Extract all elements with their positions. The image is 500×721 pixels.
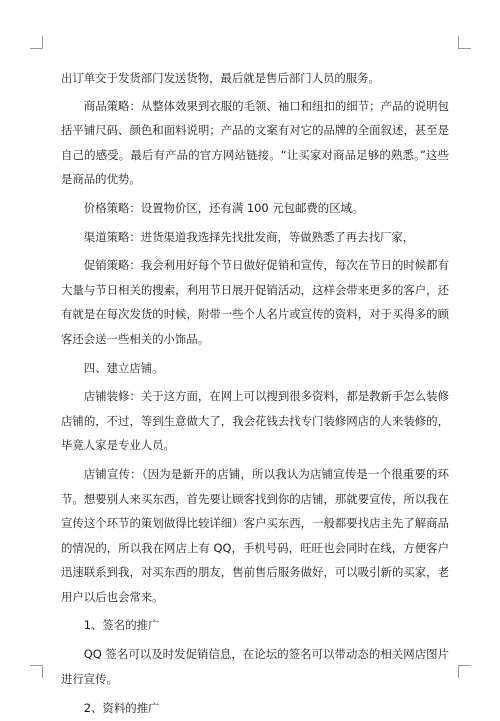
paragraph-order-continuation: 出订单交于发货部门发送货物，最后就是售后部门人员的服务。 bbox=[61, 71, 380, 85]
document-body bbox=[61, 66, 449, 721]
crop-mark-top-right bbox=[458, 36, 471, 49]
paragraph-channel-strategy: 渠道策略：进货渠道我选择先找批发商，等做熟悉了再去找厂家， bbox=[83, 229, 415, 244]
paragraph-store-decoration: 店铺装修：关于这方面，在网上可以搜到很多资料，都是教新手怎么装修店铺的，不过，等到生意做大了，我会花钱去找专门装修网店的人来装修的，毕竟人家是专业人员。 bbox=[61, 389, 449, 453]
crop-mark-bottom-left bbox=[30, 665, 43, 678]
paragraph-store-promotion: 店铺宣传：（因为是新开的店铺，所以我认为店铺宣传是一个很重要的环节。想要别人来买东西，首先要让顾客找到你的店铺，那就要宣传，所以我在宣传这个环节的策划做得比较详细）客户买东西，一般都要找店主先了解商品的情况的，所以我在网店上有 QQ，手机号码，旺旺也会同时在线，方便客户迅速联系到我，对买东西的朋友，售前售后服务做好，可以吸引新的买家，老用户以后也会常来。 bbox=[61, 466, 449, 604]
subheading-signature-promotion: 1、签名的推广 bbox=[83, 618, 160, 633]
crop-mark-bottom-right bbox=[458, 665, 471, 678]
crop-mark-top-left bbox=[30, 36, 43, 49]
paragraph-product-strategy: 商品策略：从整体效果到衣服的毛领、袖口和纽扣的细节；产品的说明包括平铺尺码、颜色和面料说明；产品的文案有对它的品牌的全面叙述，甚至是自己的感受。最后有产品的官方网站链接。“让买家对商品足够的熟悉。”这些是商品的优势。 bbox=[61, 98, 449, 187]
paragraph-price-strategy: 价格策略：设置物价区，还有满 100 元包邮费的区域。 bbox=[83, 200, 364, 215]
paragraph-promotion-strategy: 促销策略：我会利用好每个节日做好促销和宣传，每次在节日的时候都有大量与节日相关的搜索，利用节日展开促销活动，这样会带来更多的客户，还有就是在每次发货的时候，附带一些个人名片或宣传的资料，对于买得多的顾客还会送一些相关的小饰品。 bbox=[61, 258, 449, 346]
subheading-profile-promotion: 2、资料的推广 bbox=[83, 701, 160, 716]
section-heading-build-store: 四、建立店铺。 bbox=[83, 360, 164, 375]
paragraph-qq-signature: QQ 签名可以及时发促销信息，在论坛的签名可以带动态的相关网店图片进行宣传。 bbox=[61, 647, 449, 686]
